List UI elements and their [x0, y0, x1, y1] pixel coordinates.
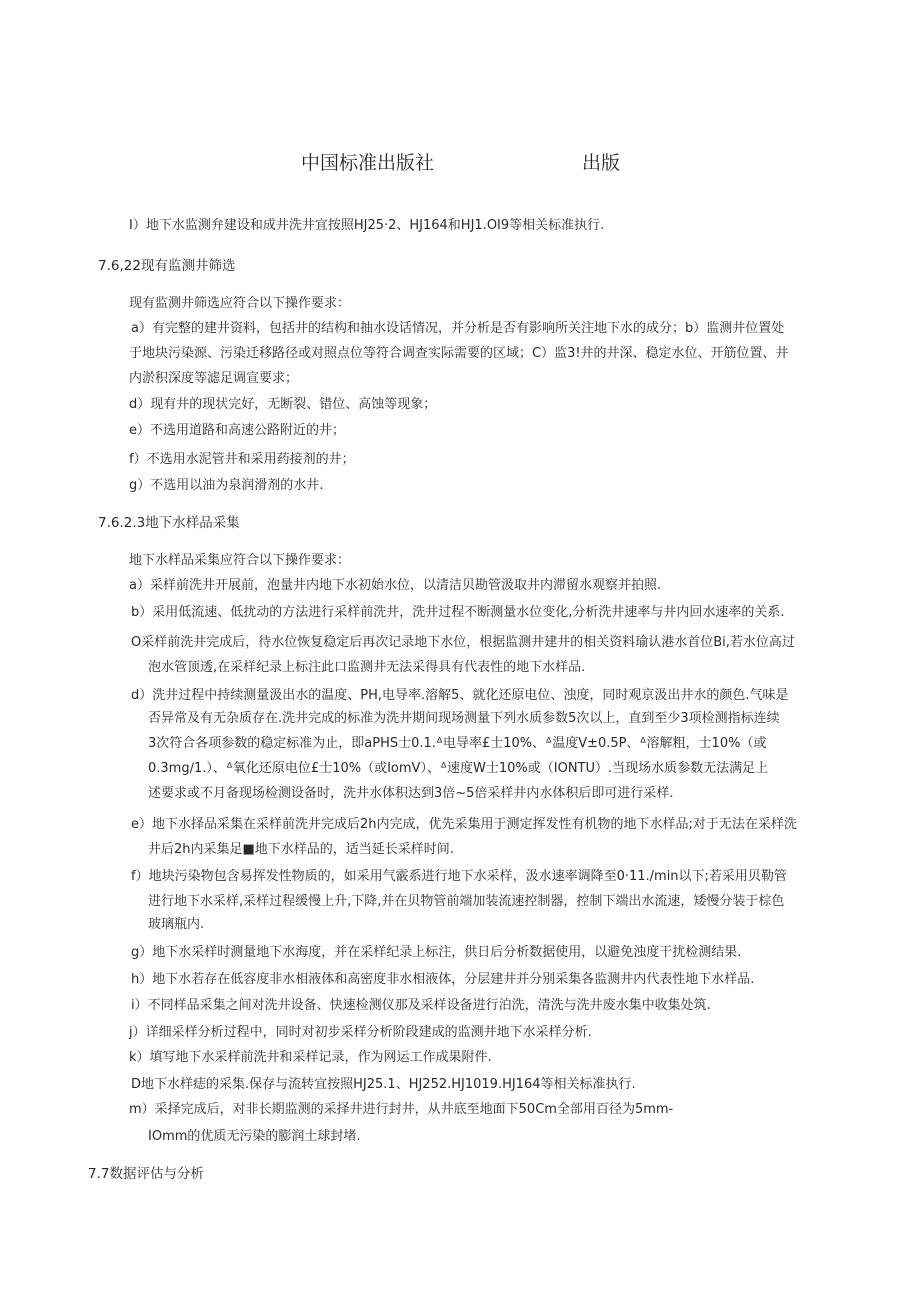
section-7622-f: f）不选用水泥管井和采用药接剂的井； [129, 452, 355, 467]
section-7623-d-line4: 0.3mg∕1.）、ᐞ氧化还原电位£士10%（或IomV）、ᐞ速度W士10%或（IONTU）.当现场水质参数无法满足上 [148, 761, 769, 776]
section-7623-d-line1: d）洗井过程中持续测量汲出水的温度、PH,电导率.溶解5、就化还原电位、浊度，同时观京汲出井水的颜色.气味是 [131, 688, 789, 703]
section-7623-h: h）地下水若存在低容度非水相液体和高密度非水相液体，分层建井并分别采集各监测井内代表性地下水样品. [131, 972, 755, 987]
header-suffix: 出版 [582, 152, 621, 174]
section-7622-intro: 现有监测井筛选应符合以下操作要求： [129, 296, 351, 311]
section-7622-a-line1: a）有完整的建井资料，包括井的结构和抽水设话情况，并分析是否有影响所关注地下水的成分；b）监测井位置处 [131, 321, 785, 336]
section-7623-intro: 地下水样品采集应符合以下操作要求： [129, 553, 351, 568]
section-7623-e-line2: 井后2h内采集足■地下水样品的，适当延长采样时间. [148, 842, 454, 857]
section-7623-k: k）填写地下水采样前洗井和采样记录，作为网运工作成果附件. [129, 1050, 492, 1065]
section-7623-c-line2: 泡水管顶透,在采样纪录上标注此口监测井无法采得具有代表性的地下水样品. [148, 660, 586, 675]
section-7623-a: a）采样前洗井开展前，泡量井内地下水初始水位，以清洁贝勘管汲取井内滞留水观察并拍照. [129, 578, 662, 593]
section-title-7622: 7.6,22现有监测井筛选 [98, 258, 236, 274]
section-7622-e: e）不选用道路和高速公路附近的井； [129, 423, 345, 438]
section-title-7623: 7.6.2.3地下水样品采集 [98, 515, 240, 531]
section-7623-i: i）不同样品采集之间对洗井设备、快速检测仪那及采样设备进行泊洗，清洗与洗井废水集中收集处筑. [131, 998, 711, 1013]
header-publisher: 中国标准出版社 [301, 152, 435, 174]
section-7623-d-line2: 否异常及有无杂质存在.洗井完成的标准为洗井期间现场测量下列水质参数5次以上，直到至少3项检测指标连续 [148, 711, 780, 726]
section-7623-e-line1: e）地下水择品采集在采样前洗井完成后2h内完成，优先采集用于测定挥发性有机物的地下水样品;对于无法在采样洗 [131, 817, 797, 832]
section-7623-m-line2: IOmm的优质无污染的膨润土球封堵. [148, 1129, 361, 1144]
section-title-77: 7.7数据评估与分析 [88, 1166, 204, 1182]
paragraph-item-l: I）地下水监测弁建设和成井洗井宜按照HJ25·2、HJ164和HJ1.OI9等相关标准执行. [129, 218, 605, 233]
section-7623-f-line3: 玻璃瓶内. [148, 917, 205, 932]
section-7623-l: D地下水样痣的采集.保存与流转宜按照HJ25.1、HJ252.HJ1019.HJ164等相关标准执行. [131, 1077, 636, 1092]
section-7622-a-line3: 内淤积深度等滤足调宣要求； [129, 371, 299, 386]
section-7623-f-line1: f）地块污染物包含易挥发性物质的，如采用气霰系进行地下水采样，汲水速率调降至0·11./min以下;若采用贝勒管 [131, 869, 787, 884]
section-7623-m-line1: m）采择完成后，对非长期监测的采择井进行封井，从井底至地面下50Cm全部用百径为5mm- [129, 1102, 674, 1117]
section-7623-j: j）详细采样分析过程中，同时对初步采样分析阶段建成的监测井地下水采样分析. [129, 1025, 592, 1040]
section-7622-d: d）现有井的现状完好，无断裂、错位、高蚀等现象； [129, 397, 437, 412]
section-7623-f-line2: 进行地下水采样,采样过程缓慢上升,下降,并在贝物管前端加装流速控制器，控制下端出水流速，矮慢分装于棕色 [148, 894, 785, 909]
section-7622-g: g）不选用以油为泉润滑剂的水井. [129, 478, 324, 493]
section-7623-b: b）采用低流速、低扰动的方法进行采样前洗井，洗井过程不断测量水位变化,分析洗井速率与井内回水速率的关系. [131, 605, 785, 620]
section-7623-c-line1: O采样前洗井完成后，待水位恢复稳定后再次记录地下水位，根据监测井建井的相关资料瑜认港水首位Bi,若水位高过 [131, 635, 795, 650]
section-7622-a-line2: 于地块污染源、污染迁移路径或对照点位等符合调查实际需要的区域；C）监3!井的井深、稳定水位、开筋位置、井 [129, 346, 789, 361]
section-7623-d-line5: 述要求或不月备现场检测设备时，洗井水体积达到3倍~5倍采样井内水体积后即可进行采样. [148, 786, 674, 801]
section-7623-d-line3: 3次符合各项参数的稳定标准为止，即aPHS士0.1.ᐞ电导率£士10%、ᐞ温度V±0.5P、ᐞ溶解粗，士10%（或 [148, 736, 767, 751]
section-7623-g: g）地下水采样时测量地下水海度，并在采样纪录上标注，供日后分析数据使用，以避免浊度干扰检测结果. [131, 945, 742, 960]
